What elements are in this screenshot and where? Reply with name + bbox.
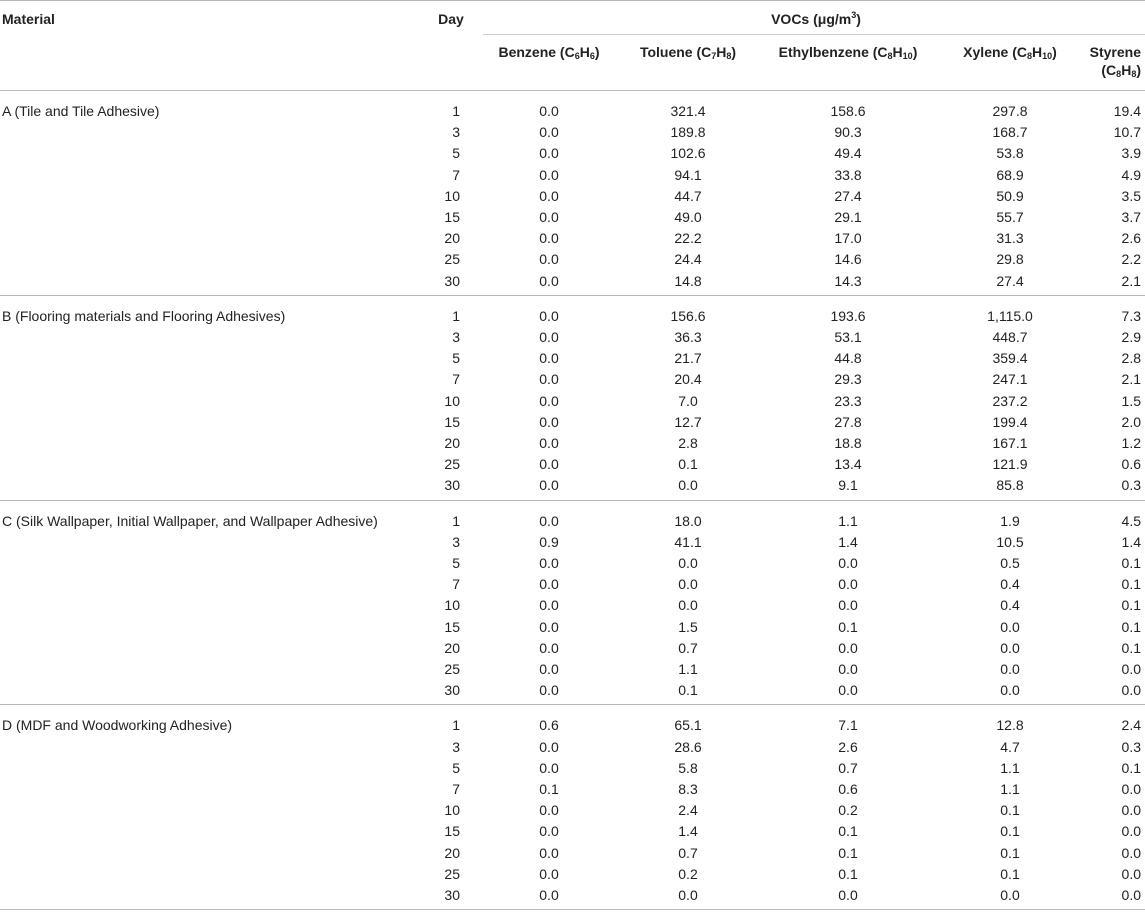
day-cell: 10 <box>444 187 460 204</box>
benzene-cell: 0.0 <box>539 887 559 903</box>
benzene-cell: 0.0 <box>539 435 559 451</box>
ethylbenzene-cell: 0.1 <box>838 865 858 882</box>
benzene-cell: 0.9 <box>539 533 559 550</box>
ethylbenzene-cell: 29.3 <box>834 371 862 388</box>
styrene-cell: 2.8 <box>1121 350 1141 367</box>
xylene-cell: 10.5 <box>996 533 1024 550</box>
day-cell: 30 <box>444 477 460 494</box>
header-ethylbenzene-formula-2: 10 <box>902 51 913 61</box>
xylene-cell: 53.8 <box>996 145 1024 162</box>
toluene-cell: 65.1 <box>674 717 702 734</box>
header-benzene-close: ) <box>594 44 600 60</box>
toluene-cell: 0.0 <box>678 597 698 614</box>
header-styrene-formula-2: 8 <box>1131 69 1137 79</box>
ethylbenzene-cell: 18.8 <box>834 435 862 451</box>
styrene-cell: 0.0 <box>1121 887 1141 903</box>
xylene-cell: 27.4 <box>996 272 1024 289</box>
toluene-cell: 2.4 <box>678 802 698 819</box>
header-benzene-name: Benzene (C <box>498 44 575 60</box>
day-cell: 3 <box>452 738 460 755</box>
benzene-cell: 0.6 <box>539 717 559 734</box>
xylene-cell: 0.4 <box>1000 597 1020 614</box>
xylene-cell: 31.3 <box>996 230 1024 247</box>
day-cell: 1 <box>452 512 460 529</box>
toluene-cell: 1.4 <box>678 823 698 840</box>
ethylbenzene-cell: 9.1 <box>838 477 858 494</box>
styrene-cell: 0.0 <box>1121 661 1141 677</box>
ethylbenzene-cell: 0.1 <box>838 823 858 840</box>
benzene-cell: 0.0 <box>539 350 559 367</box>
day-cell: 3 <box>452 124 460 141</box>
toluene-cell: 41.1 <box>674 533 702 550</box>
toluene-cell: 0.7 <box>678 844 698 861</box>
benzene-cell: 0.0 <box>539 371 559 388</box>
day-cell: 5 <box>452 555 460 571</box>
benzene-cell: 0.0 <box>539 103 559 119</box>
benzene-cell: 0.0 <box>539 661 559 677</box>
toluene-cell: 0.0 <box>678 576 698 593</box>
toluene-cell: 5.8 <box>678 759 698 776</box>
styrene-cell: 2.4 <box>1121 717 1141 734</box>
xylene-cell: 359.4 <box>992 350 1028 367</box>
xylene-cell: 85.8 <box>996 477 1024 494</box>
xylene-cell: 0.0 <box>1000 682 1020 699</box>
styrene-cell: 2.2 <box>1121 251 1141 268</box>
benzene-cell: 0.0 <box>539 124 559 141</box>
header-xylene <box>963 43 1057 61</box>
header-vocs <box>771 10 861 28</box>
group-separator <box>0 500 1145 501</box>
xylene-cell: 168.7 <box>992 124 1028 141</box>
day-cell: 10 <box>444 597 460 614</box>
group-separator <box>0 295 1145 296</box>
xylene-cell: 297.8 <box>992 103 1028 119</box>
benzene-cell: 0.0 <box>539 329 559 345</box>
toluene-cell: 49.0 <box>674 209 702 225</box>
ethylbenzene-cell: 0.2 <box>838 802 858 819</box>
day-cell: 7 <box>452 576 460 593</box>
day-cell: 25 <box>444 661 460 677</box>
ethylbenzene-cell: 23.3 <box>834 392 862 409</box>
benzene-cell: 0.0 <box>539 307 559 324</box>
styrene-cell: 3.7 <box>1121 209 1141 225</box>
day-cell: 25 <box>444 865 460 882</box>
styrene-cell: 0.0 <box>1121 682 1141 699</box>
styrene-cell: 0.3 <box>1121 477 1141 494</box>
ethylbenzene-cell: 49.4 <box>834 145 862 162</box>
benzene-cell: 0.0 <box>539 823 559 840</box>
day-cell: 1 <box>452 103 460 119</box>
material-label: D (MDF and Woodworking Adhesive) <box>2 717 233 734</box>
xylene-cell: 1.9 <box>1000 512 1020 529</box>
ethylbenzene-cell: 44.8 <box>834 350 862 367</box>
xylene-cell: 1,115.0 <box>987 307 1033 324</box>
day-cell: 7 <box>452 781 460 797</box>
ethylbenzene-cell: 0.0 <box>838 576 858 593</box>
toluene-cell: 102.6 <box>670 145 706 162</box>
benzene-cell: 0.0 <box>539 576 559 593</box>
toluene-cell: 0.2 <box>678 865 698 882</box>
ethylbenzene-cell: 1.4 <box>838 533 858 550</box>
toluene-cell: 1.1 <box>678 661 698 677</box>
toluene-cell: 18.0 <box>674 512 702 529</box>
xylene-cell: 55.7 <box>996 209 1024 225</box>
ethylbenzene-cell: 0.0 <box>838 682 858 699</box>
group-separator <box>0 704 1145 705</box>
styrene-cell: 0.3 <box>1121 738 1141 755</box>
day-cell: 30 <box>444 682 460 699</box>
header-toluene-formula-0: 7 <box>711 51 717 61</box>
styrene-cell: 1.5 <box>1121 392 1141 409</box>
ethylbenzene-cell: 53.1 <box>834 329 862 345</box>
xylene-cell: 0.0 <box>1000 618 1020 635</box>
day-cell: 1 <box>452 307 460 324</box>
benzene-cell: 0.0 <box>539 802 559 819</box>
ethylbenzene-cell: 7.1 <box>838 717 858 734</box>
day-cell: 7 <box>452 166 460 183</box>
ethylbenzene-cell: 193.6 <box>830 307 866 324</box>
toluene-cell: 44.7 <box>674 187 702 204</box>
toluene-cell: 0.0 <box>678 477 698 494</box>
ethylbenzene-cell: 0.7 <box>838 759 858 776</box>
xylene-cell: 0.0 <box>1000 887 1020 903</box>
benzene-cell: 0.0 <box>539 738 559 755</box>
header-xylene-close: ) <box>1052 44 1057 60</box>
header-toluene-formula-1: H <box>716 44 727 60</box>
day-cell: 25 <box>444 456 460 473</box>
benzene-cell: 0.0 <box>539 187 559 204</box>
ethylbenzene-cell: 1.1 <box>838 512 858 529</box>
header-styrene-name: Styrene <box>1089 44 1141 60</box>
header-benzene-formula-1: H <box>579 44 590 60</box>
benzene-cell: 0.0 <box>539 456 559 473</box>
header-ethylbenzene-close: ) <box>912 44 918 60</box>
header-ethylbenzene-name: Ethylbenzene (C <box>778 44 888 60</box>
styrene-cell: 0.0 <box>1121 844 1141 861</box>
xylene-cell: 0.0 <box>1000 639 1020 656</box>
ethylbenzene-cell: 0.0 <box>838 887 858 903</box>
benzene-cell: 0.0 <box>539 209 559 225</box>
header-vocs-label: VOCs (μg/m <box>771 11 852 27</box>
benzene-cell: 0.0 <box>539 682 559 699</box>
toluene-cell: 1.5 <box>678 618 698 635</box>
header-vocs-exponent: 3 <box>851 10 857 20</box>
header-ethylbenzene-formula-0: 8 <box>887 51 893 61</box>
styrene-cell: 0.1 <box>1121 618 1141 635</box>
xylene-cell: 4.7 <box>1000 738 1020 755</box>
xylene-cell: 12.8 <box>996 717 1024 734</box>
ethylbenzene-cell: 14.3 <box>834 272 862 289</box>
ethylbenzene-cell: 0.0 <box>838 639 858 656</box>
styrene-cell: 2.1 <box>1121 371 1141 388</box>
xylene-cell: 247.1 <box>992 371 1028 388</box>
toluene-cell: 12.7 <box>674 413 702 430</box>
header-styrene <box>1090 43 1141 79</box>
toluene-cell: 7.0 <box>678 392 698 409</box>
header-styrene-line2: (C <box>1101 62 1117 78</box>
day-cell: 3 <box>452 329 460 345</box>
toluene-cell: 0.0 <box>678 555 698 571</box>
day-cell: 10 <box>444 802 460 819</box>
styrene-cell: 7.3 <box>1121 307 1141 324</box>
toluene-cell: 0.1 <box>678 682 698 699</box>
styrene-cell: 0.1 <box>1121 639 1141 656</box>
material-label: A (Tile and Tile Adhesive) <box>2 103 160 119</box>
header-benzene-formula-0: 6 <box>574 51 580 61</box>
day-cell: 15 <box>444 413 460 430</box>
xylene-cell: 448.7 <box>992 329 1028 345</box>
day-cell: 15 <box>444 618 460 635</box>
header-day: Day <box>438 11 464 27</box>
benzene-cell: 0.0 <box>539 597 559 614</box>
toluene-cell: 0.7 <box>678 639 698 656</box>
vocs-span-rule <box>483 34 1145 35</box>
benzene-cell: 0.1 <box>539 781 559 797</box>
benzene-cell: 0.0 <box>539 166 559 183</box>
xylene-cell: 121.9 <box>992 456 1028 473</box>
toluene-cell: 28.6 <box>674 738 702 755</box>
styrene-cell: 19.4 <box>1113 103 1141 119</box>
xylene-cell: 0.1 <box>1000 844 1020 861</box>
styrene-cell: 0.0 <box>1121 802 1141 819</box>
day-cell: 5 <box>452 145 460 162</box>
benzene-cell: 0.0 <box>539 230 559 247</box>
day-cell: 3 <box>452 533 460 550</box>
styrene-cell: 0.0 <box>1121 823 1141 840</box>
xylene-cell: 0.0 <box>1000 661 1020 677</box>
toluene-cell: 0.1 <box>678 456 698 473</box>
benzene-cell: 0.0 <box>539 844 559 861</box>
xylene-cell: 0.1 <box>1000 823 1020 840</box>
header-bottom-rule <box>0 90 1145 91</box>
ethylbenzene-cell: 33.8 <box>834 166 862 183</box>
header-styrene-formula-0: 8 <box>1116 69 1122 79</box>
toluene-cell: 8.3 <box>678 781 698 797</box>
header-xylene-formula-2: 10 <box>1042 51 1053 61</box>
header-xylene-formula-1: H <box>1032 44 1043 60</box>
ethylbenzene-cell: 0.6 <box>838 781 858 797</box>
styrene-cell: 0.1 <box>1121 759 1141 776</box>
styrene-cell: 2.1 <box>1121 272 1141 289</box>
toluene-cell: 14.8 <box>674 272 702 289</box>
day-cell: 20 <box>444 844 460 861</box>
styrene-cell: 0.1 <box>1121 597 1141 614</box>
benzene-cell: 0.0 <box>539 251 559 268</box>
table-bottom-rule <box>0 909 1145 910</box>
xylene-cell: 1.1 <box>1000 781 1020 797</box>
ethylbenzene-cell: 0.0 <box>838 661 858 677</box>
day-cell: 15 <box>444 823 460 840</box>
day-cell: 5 <box>452 350 460 367</box>
toluene-cell: 2.8 <box>678 435 698 451</box>
header-toluene-close: ) <box>731 44 737 60</box>
styrene-cell: 0.1 <box>1121 555 1141 571</box>
toluene-cell: 189.8 <box>670 124 706 141</box>
day-cell: 20 <box>444 639 460 656</box>
styrene-cell: 0.1 <box>1121 576 1141 593</box>
table-top-rule <box>0 0 1145 1</box>
day-cell: 30 <box>444 272 460 289</box>
header-xylene-name: Xylene (C <box>963 44 1027 60</box>
material-label: B (Flooring materials and Flooring Adhesives) <box>2 307 286 324</box>
benzene-cell: 0.0 <box>539 618 559 635</box>
day-cell: 30 <box>444 887 460 903</box>
day-cell: 20 <box>444 435 460 451</box>
ethylbenzene-cell: 13.4 <box>834 456 862 473</box>
xylene-cell: 50.9 <box>996 187 1024 204</box>
styrene-cell: 1.2 <box>1121 435 1141 451</box>
header-benzene <box>498 43 599 61</box>
header-toluene-name: Toluene (C <box>639 44 712 60</box>
benzene-cell: 0.0 <box>539 272 559 289</box>
toluene-cell: 156.6 <box>670 307 706 324</box>
xylene-cell: 68.9 <box>996 166 1024 183</box>
day-cell: 25 <box>444 251 460 268</box>
styrene-cell: 4.9 <box>1121 166 1141 183</box>
ethylbenzene-cell: 2.6 <box>838 738 858 755</box>
header-styrene-close: ) <box>1136 62 1141 78</box>
xylene-cell: 0.4 <box>1000 576 1020 593</box>
toluene-cell: 22.2 <box>674 230 702 247</box>
xylene-cell: 199.4 <box>992 413 1028 430</box>
header-xylene-formula-0: 8 <box>1026 51 1033 61</box>
ethylbenzene-cell: 90.3 <box>834 124 862 141</box>
benzene-cell: 0.0 <box>539 865 559 882</box>
xylene-cell: 167.1 <box>992 435 1028 451</box>
styrene-cell: 4.5 <box>1121 512 1141 529</box>
xylene-cell: 0.5 <box>1000 555 1020 571</box>
ethylbenzene-cell: 14.6 <box>834 251 862 268</box>
xylene-cell: 1.1 <box>1000 759 1020 776</box>
styrene-cell: 3.5 <box>1121 187 1141 204</box>
benzene-cell: 0.0 <box>539 392 559 409</box>
ethylbenzene-cell: 29.1 <box>834 209 862 225</box>
benzene-cell: 0.0 <box>539 759 559 776</box>
toluene-cell: 321.4 <box>670 103 706 119</box>
toluene-cell: 36.3 <box>674 329 702 345</box>
xylene-cell: 0.1 <box>1000 865 1020 882</box>
xylene-cell: 29.8 <box>996 251 1024 268</box>
header-toluene <box>640 43 736 61</box>
ethylbenzene-cell: 0.1 <box>838 618 858 635</box>
day-cell: 20 <box>444 230 460 247</box>
day-cell: 7 <box>452 371 460 388</box>
toluene-cell: 21.7 <box>674 350 702 367</box>
styrene-cell: 2.9 <box>1121 329 1141 345</box>
header-benzene-formula-2: 6 <box>589 51 595 61</box>
ethylbenzene-cell: 27.4 <box>834 187 862 204</box>
day-cell: 5 <box>452 759 460 776</box>
benzene-cell: 0.0 <box>539 145 559 162</box>
toluene-cell: 20.4 <box>674 371 702 388</box>
day-cell: 1 <box>452 717 460 734</box>
xylene-cell: 237.2 <box>992 392 1028 409</box>
material-label: C (Silk Wallpaper, Initial Wallpaper, and Wallpaper Adhesive) <box>2 512 378 529</box>
header-vocs-close: ) <box>856 11 861 27</box>
styrene-cell: 2.6 <box>1121 230 1141 247</box>
benzene-cell: 0.0 <box>539 639 559 656</box>
header-styrene-formula-1: H <box>1121 62 1132 78</box>
ethylbenzene-cell: 27.8 <box>834 413 862 430</box>
xylene-cell: 0.1 <box>1000 802 1020 819</box>
toluene-cell: 94.1 <box>674 166 702 183</box>
benzene-cell: 0.0 <box>539 477 559 494</box>
styrene-cell: 10.7 <box>1113 124 1141 141</box>
ethylbenzene-cell: 17.0 <box>834 230 862 247</box>
header-material: Material <box>2 11 55 27</box>
header-ethylbenzene-formula-1: H <box>892 44 903 60</box>
styrene-cell: 0.6 <box>1121 456 1141 473</box>
toluene-cell: 0.0 <box>678 887 698 903</box>
toluene-cell: 24.4 <box>674 251 702 268</box>
styrene-cell: 2.0 <box>1121 413 1141 430</box>
ethylbenzene-cell: 0.1 <box>838 844 858 861</box>
styrene-cell: 0.0 <box>1121 781 1141 797</box>
header-ethylbenzene <box>779 43 918 61</box>
ethylbenzene-cell: 0.0 <box>838 555 858 571</box>
day-cell: 10 <box>444 392 460 409</box>
day-cell: 15 <box>444 209 460 225</box>
styrene-cell: 3.9 <box>1121 145 1141 162</box>
ethylbenzene-cell: 158.6 <box>830 103 866 119</box>
benzene-cell: 0.0 <box>539 555 559 571</box>
header-toluene-formula-2: 8 <box>726 51 732 61</box>
benzene-cell: 0.0 <box>539 413 559 430</box>
benzene-cell: 0.0 <box>539 512 559 529</box>
styrene-cell: 1.4 <box>1121 533 1141 550</box>
ethylbenzene-cell: 0.0 <box>838 597 858 614</box>
styrene-cell: 0.0 <box>1121 865 1141 882</box>
